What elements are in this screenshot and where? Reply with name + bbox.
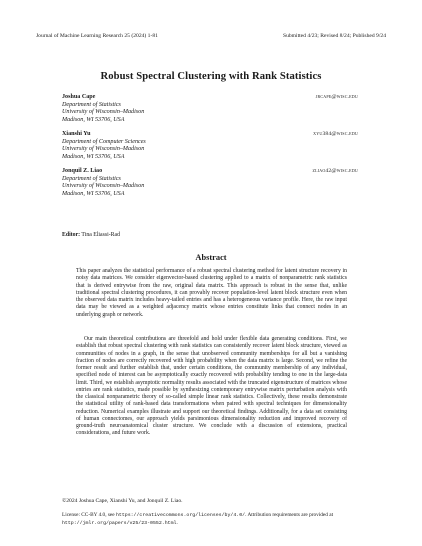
copyright-notice: ©2024 Joshua Cape, Xianshi Yu, and Jonquil Z. Liao. [62,498,183,504]
author-department: Department of Computer Sciences [62,138,146,145]
author-address: Madison, WI 53706, USA [62,190,125,197]
author-address: Madison, WI 53706, USA [62,116,125,123]
editor-label: Editor: [62,232,81,238]
author-university: University of Wisconsin–Madison [62,183,145,190]
license-end: . [176,519,178,526]
license-middle: . Attribution requirements are provided at [245,512,334,518]
author-university: University of Wisconsin–Madison [62,109,145,116]
license-notice [62,512,362,528]
abstract-heading: Abstract [195,253,227,262]
abstract-paragraph-2: Our main theoretical contributions are threefold and hold under flexible data generating conditions. First, we establish that robust spectral clustering with rank statistics can consistently recover latent block structure, viewed as communities of nodes in a graph, in the sense that unobserved community memberships for all but a vanishing fraction of nodes are correctly recovered with high probability when the data matrix is large. Second, we refine the former result and further establish that, under certain conditions, the community membership of any individual, specified node of interest can be asymptotically exactly recovered with probability tending to one in the large-data limit. Third, we establish asymptotic normality results associated with the truncated eigenstructure of matrices whose entries are rank statistics, made possible by synthesizing contemporary entrywise matrix perturbation analysis with the classical nonparametric theory of so-called simple linear rank statistics. Collectively, these results demonstrate the statistical utility of rank-based data transformations when paired with spectral techniques for dimensionality reduction. Numerical examples illustrate and support our theoretical findings. Additionally, for a data set consisting of human connectomes, our approach yields parsimonious dimensionality reduction and improved recovery of ground-truth neuroanatomical cluster structure. We conclude with a discussion of extensions, practical considerations, and future work. [76,336,347,437]
abstract-paragraph-1: This paper analyzes the statistical performance of a robust spectral clustering method for latent structure recovery in noisy data matrices. We consider eigenvector-based clustering applied to a matrix of nonparametric rank statistics that is derived entrywise from the raw, original data matrix. This approach is robust in the sense that, unlike traditional spectral clustering procedures, it can provably recover population-level latent block structure even when the observed data matrix includes heavy-tailed entries and has a heterogeneous variance profile. Here, the raw input data may be viewed as a weighted adjacency matrix whose entries constitute links that connect nodes in an underlying graph or network. [76,268,347,318]
author-name: Xianshi Yu [62,131,91,137]
author-block-2 [62,131,358,161]
paper-title: Robust Spectral Clustering with Rank Statistics [100,71,322,82]
author-name: Joshua Cape [62,94,96,100]
author-department: Department of Statistics [62,101,121,108]
author-address: Madison, WI 53706, USA [62,153,125,160]
editor-line [62,232,120,239]
editor-name: Tina Eliassi-Rad [81,232,121,238]
author-email[interactable]: jrcape@wisc.edu [315,94,358,100]
journal-citation: Journal of Machine Learning Research 25 (2024) 1-81 [36,33,158,39]
author-email[interactable]: zliao42@wisc.edu [312,168,358,174]
author-block-3 [62,168,358,198]
license-link[interactable]: https://creativecommons.org/licenses/by/4.0/ [115,513,246,518]
author-department: Department of Statistics [62,175,121,182]
author-name: Jonquil Z. Liao [62,168,103,174]
publication-dates: Submitted 4/23; Revised 8/24; Published 9/24 [282,33,386,39]
attribution-link[interactable]: http://jmlr.org/papers/v25/23-0552.html [62,520,177,526]
author-block-1 [62,94,358,124]
author-university: University of Wisconsin–Madison [62,146,145,153]
running-header [36,33,386,40]
author-email[interactable]: xyu384@wisc.edu [313,131,358,137]
license-prefix: License: CC-BY 4.0, see [62,512,116,518]
